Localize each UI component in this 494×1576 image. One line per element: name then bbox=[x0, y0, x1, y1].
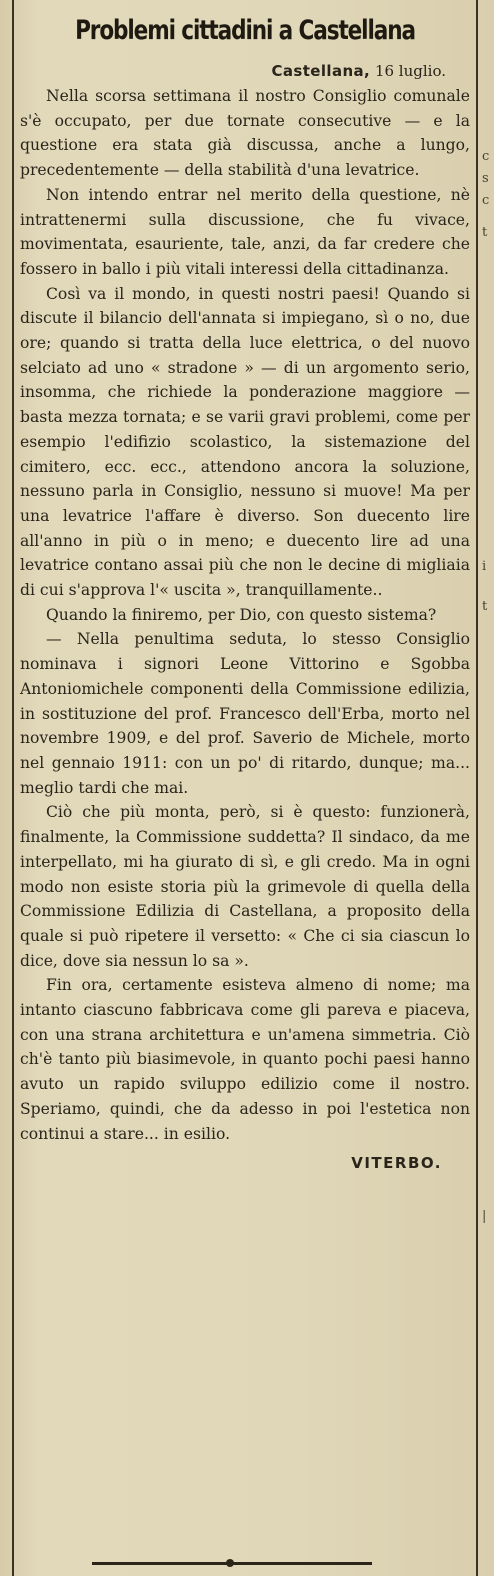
margin-fragment: t bbox=[482, 599, 488, 614]
column-rule-left bbox=[12, 0, 14, 1576]
article-paragraph: Quando la finiremo, per Dio, con questo sistema? bbox=[46, 605, 437, 624]
dateline-place: Castellana, bbox=[271, 62, 371, 80]
article-paragraph: — Nella penultima seduta, lo stesso Consiglio nominava i signori Leone Vittorino e Sgobba Antoniomichele componenti della Commissione edilizia, in sostituzione del prof. Francesco dell'Erba, morto nel novembre 1909, e del prof. Saverio de Michele, morto nel gennaio 1911: con un po' di ritardo, dunque; ma... meglio tardi che mai. bbox=[20, 630, 470, 797]
margin-fragment: | bbox=[482, 1209, 487, 1224]
article-paragraph: Ciò che più monta, però, si è questo: funzionerà, finalmente, la Commissione suddetta? Il sindaco, da me interpellato, mi ha giurato di sì, e gli credo. Ma in ogni modo non esiste storia più la grimevole di quella della Commissione Edilizia di Castellana, a proposito della quale si può ripetere il versetto: « Che ci sia ciascun lo dice, dove sia nessun lo sa ». bbox=[20, 803, 470, 970]
end-rule-ornament bbox=[226, 1559, 234, 1567]
margin-fragment: i bbox=[482, 559, 487, 574]
article-paragraph: Fin ora, certamente esisteva almeno di nome; ma intanto ciascuno fabbricava come gli pareva e piaceva, con una strana architettura e un'amena simmetria. Ciò ch'è tanto più biasimevole, in quanto pochi paesi hanno avuto un rapido sviluppo edilizio come il nostro. Speriamo, quindi, che da adesso in poi l'estetica non continui a stare... in esilio. bbox=[20, 976, 470, 1143]
article-headline: Problemi cittadini a Castellana bbox=[75, 15, 415, 46]
article-paragraph: Così va il mondo, in questi nostri paesi! Quando si discute il bilancio dell'annata si impiegano, sì o no, due ore; quando si tratta della luce elettrica, o del nuovo selciato ad uno « stradone » — di un argomento serio, insomma, che richiede la ponderazione maggiore — basta mezza tornata; e se varii gravi problemi, come per esempio l'edifizio scolastico, la sistemazione del cimitero, ecc. ecc., attendono ancora la soluzione, nessuno parla in Consiglio, nessuno si muove! Ma per una levatrice l'affare è diverso. Son duecento lire all'anno in più o in meno; e duecento lire ad una levatrice contano assai più che non le decine di migliaia di cui s'approva l'« uscita », tranquillamente.. bbox=[20, 284, 470, 600]
author-signature: VITERBO. bbox=[351, 1154, 442, 1173]
column-rule-right bbox=[476, 0, 478, 1576]
dateline-date: 16 luglio. bbox=[374, 62, 446, 80]
margin-fragment: c bbox=[482, 193, 490, 208]
margin-fragment: t bbox=[482, 225, 488, 240]
dateline bbox=[20, 60, 470, 82]
article-body bbox=[20, 84, 470, 1146]
margin-fragment: c bbox=[482, 149, 490, 164]
article-paragraph: Non intendo entrar nel merito della questione, nè intrattenermi sulla discussione, che fu vivace, movimentata, esauriente, tale, anzi, da far credere che fossero in ballo i più vitali interessi della cittadinanza. bbox=[20, 185, 470, 278]
margin-fragment: s bbox=[482, 171, 489, 186]
article-column bbox=[20, 8, 470, 1172]
article-paragraph: Nella scorsa settimana il nostro Consiglio comunale s'è occupato, per due tornate consecutive — e la questione era stata già discussa, anche a lungo, precedentemente — della stabilità d'una levatrice. bbox=[20, 87, 470, 180]
